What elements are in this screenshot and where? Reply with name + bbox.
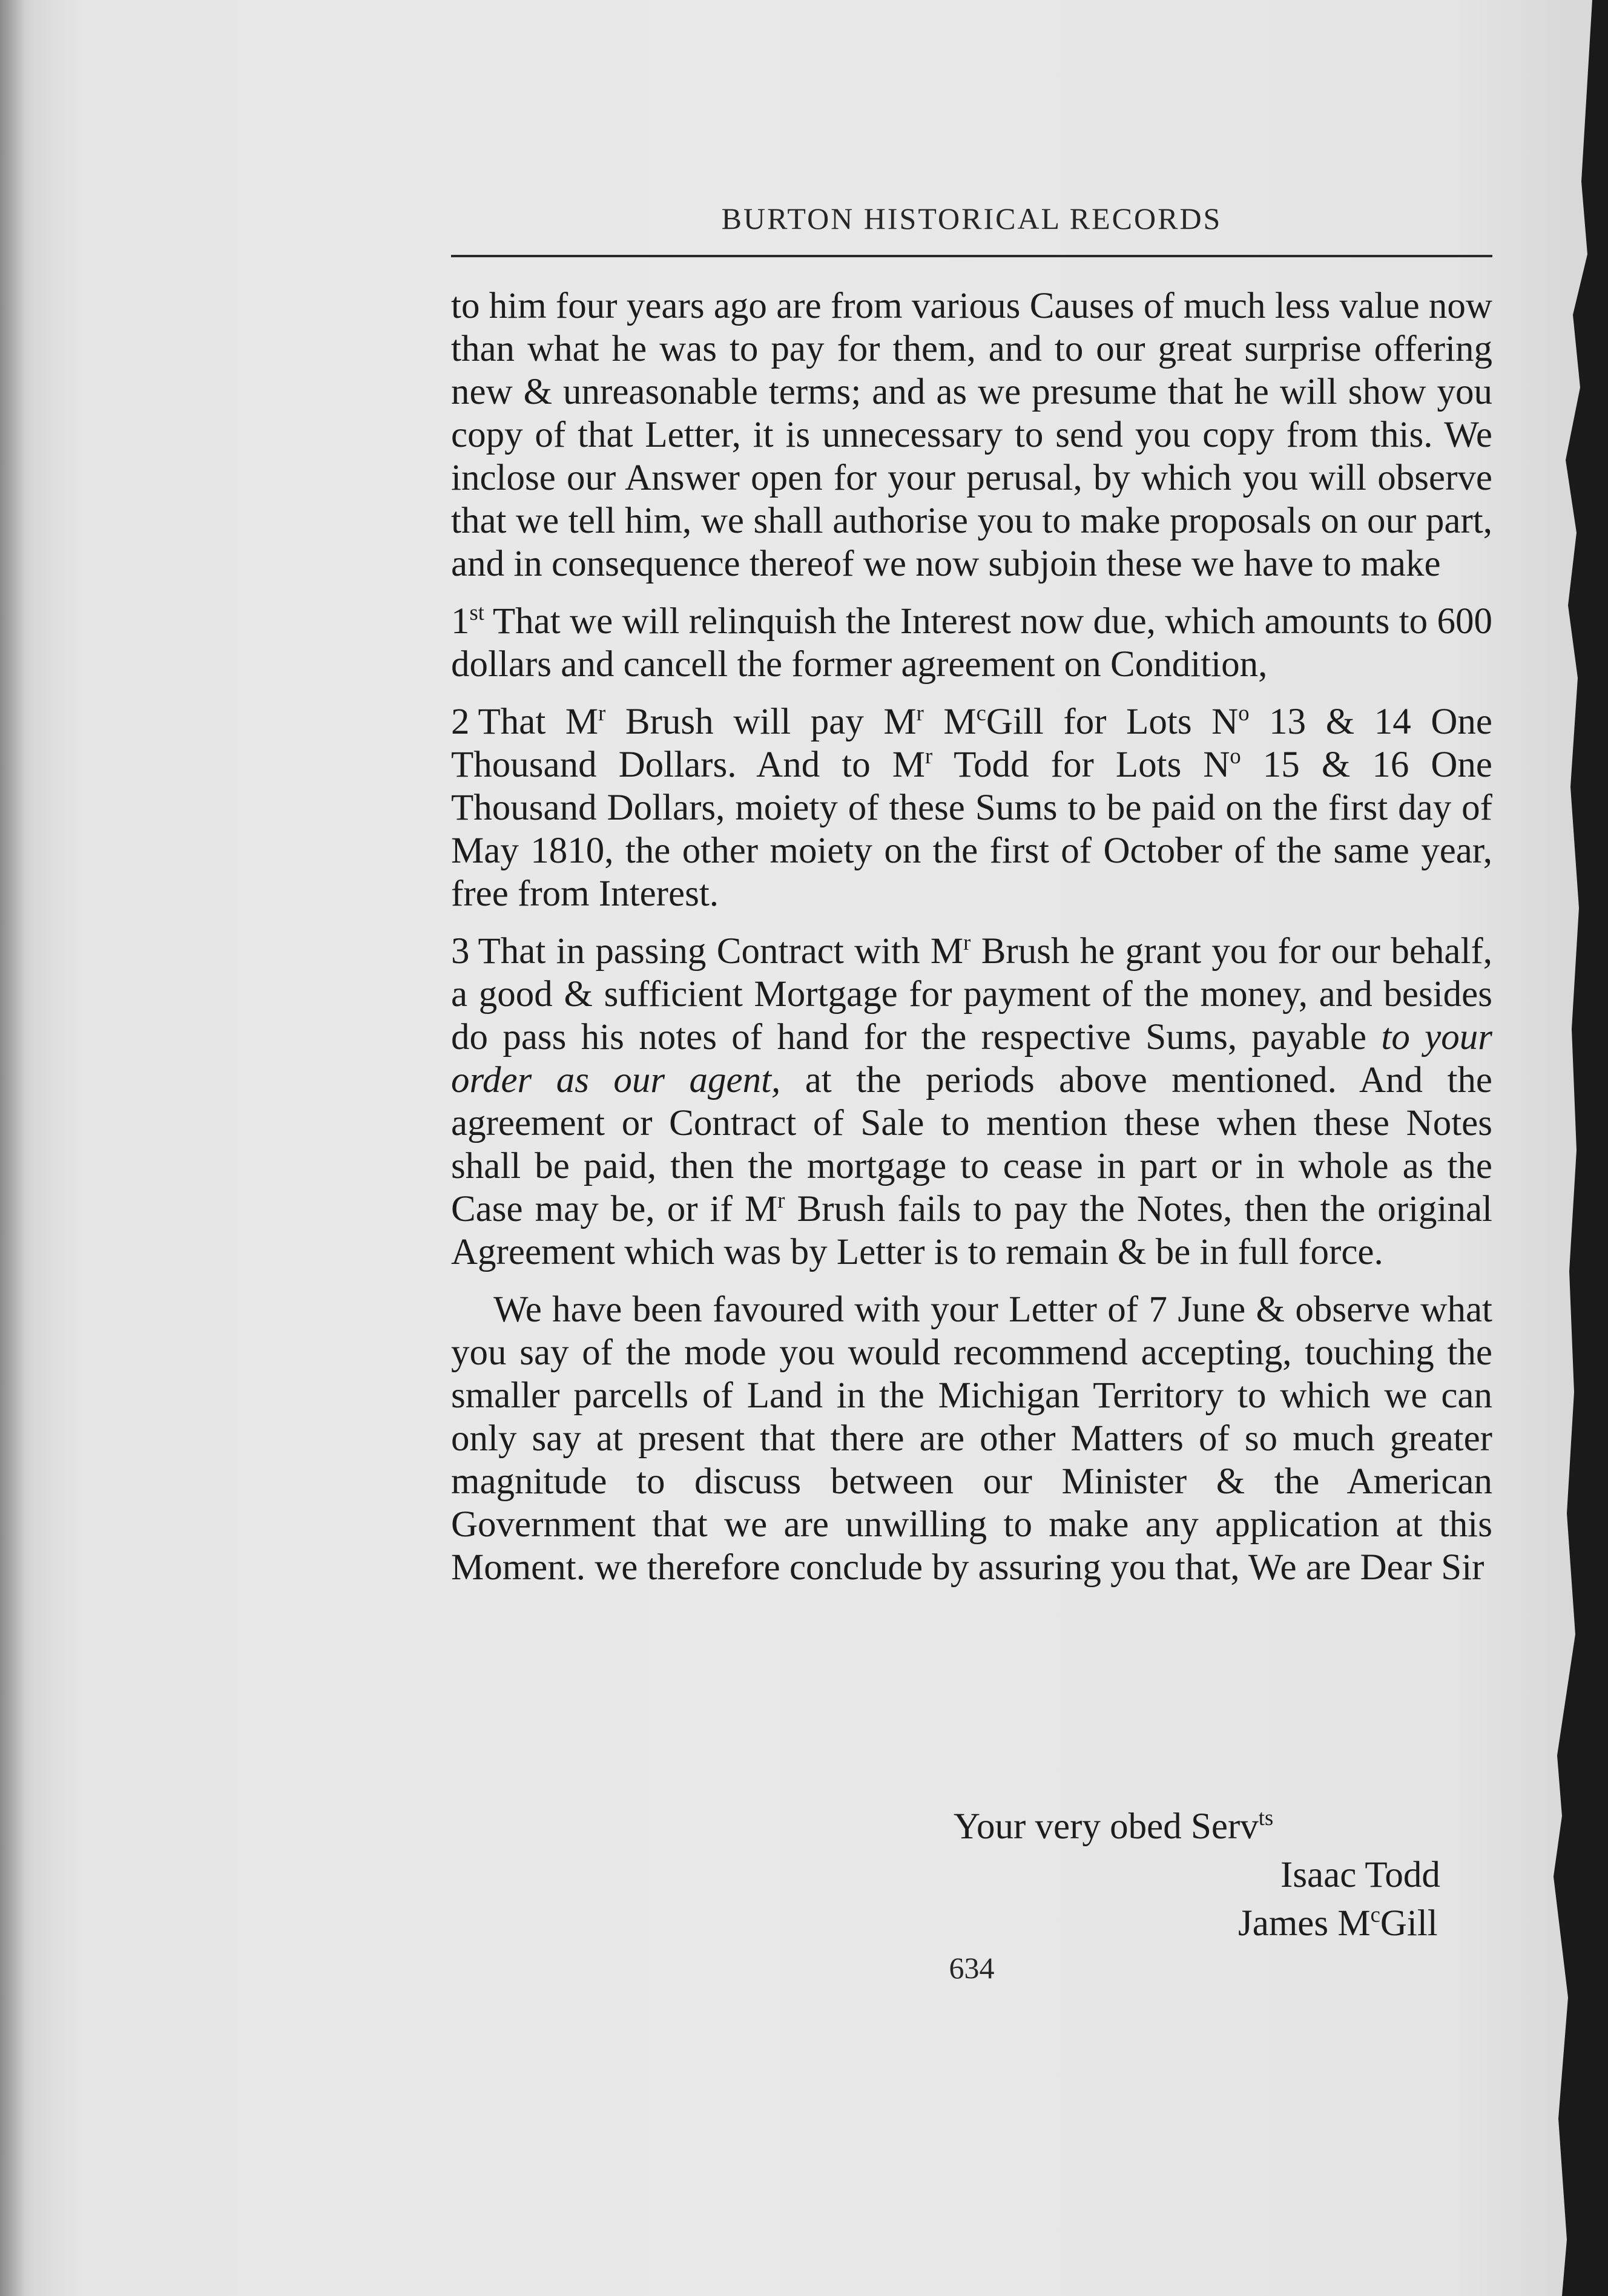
letter-closing [451, 1803, 1492, 1948]
item-number: 1st [451, 600, 484, 642]
item-number: 3 [451, 931, 470, 972]
signature-james-mcgill: James $M^cGill$ [1238, 1902, 1438, 1944]
signature-isaac-todd: Isaac Todd [1280, 1855, 1440, 1895]
item-number: 2 [451, 702, 470, 742]
header-rule [451, 255, 1492, 257]
paragraph-continuation: to him four years ago are from various Causes of much less value now than what he was to pay for them, and to our great surprise offering new & unreasonable terms; and as we presume that he will show you copy of that Letter, it is unnecessary to send you copy from this. We inclose our Answer open for your perusal, by which you will observe that we tell him, we shall authorise you to make proposals on our part, and in consequence thereof we now subjoin these we have to make [451, 286, 1492, 584]
italic-phrase: to your order as our agent, [451, 1017, 1492, 1100]
paragraph-final: We have been favoured with your Letter of 7 June & observe what you say of the mode you would recommend accepting, touching the smaller parcells of Land in the Michigan Territory to which we can only say at present that there are other Matters of so much greater magnitude to discuss between our Minister & the American Government that we are unwilling to make any application at this Moment. we therefore conclude by assuring you that, We are Dear Sir [451, 1289, 1492, 1588]
condition-item-2: 2 That $M^r$ Brush will pay $M^r$ $M^cGill$ for Lots $N^o$ 13 & 14 One Thousand Dollars. And to $M^r$ Todd for Lots $N^o$ 15 & 16 One Thousand Dollars, moiety of these Sums to be paid on the first day of May 1810, the other moiety on the first of October of the same year, free from Interest. [451, 700, 1493, 914]
condition-item-1 [451, 600, 1492, 686]
binding-shadow [0, 0, 24, 2296]
valediction: Your very obed Serv$^{ts}$ [954, 1805, 1274, 1847]
condition-item-3: 3 That in passing Contract with $M^r$ Brush he grant you for our behalf, a good & sufficient Mortgage for payment of the money, and besides do pass his notes of hand for the respective Sums, payable to your order as our agent, at the periods above mentioned. And the agreement or Contract of Sale to mention these when these Notes shall be paid, then the mortgage to cease in part or in whole as the Case may be, or if $M^r$ Brush fails to pay the Notes, then the original Agreement which was by Letter is to remain & be in full force. [451, 930, 1492, 1272]
running-head: BURTON HISTORICAL RECORDS [721, 202, 1222, 235]
page-number: 634 [949, 1951, 995, 1985]
body-text [451, 285, 1492, 1604]
item-text: That we will relinquish the Interest now due, which amounts to 600 dollars and cancell the former agreement on Condition, [451, 601, 1492, 685]
